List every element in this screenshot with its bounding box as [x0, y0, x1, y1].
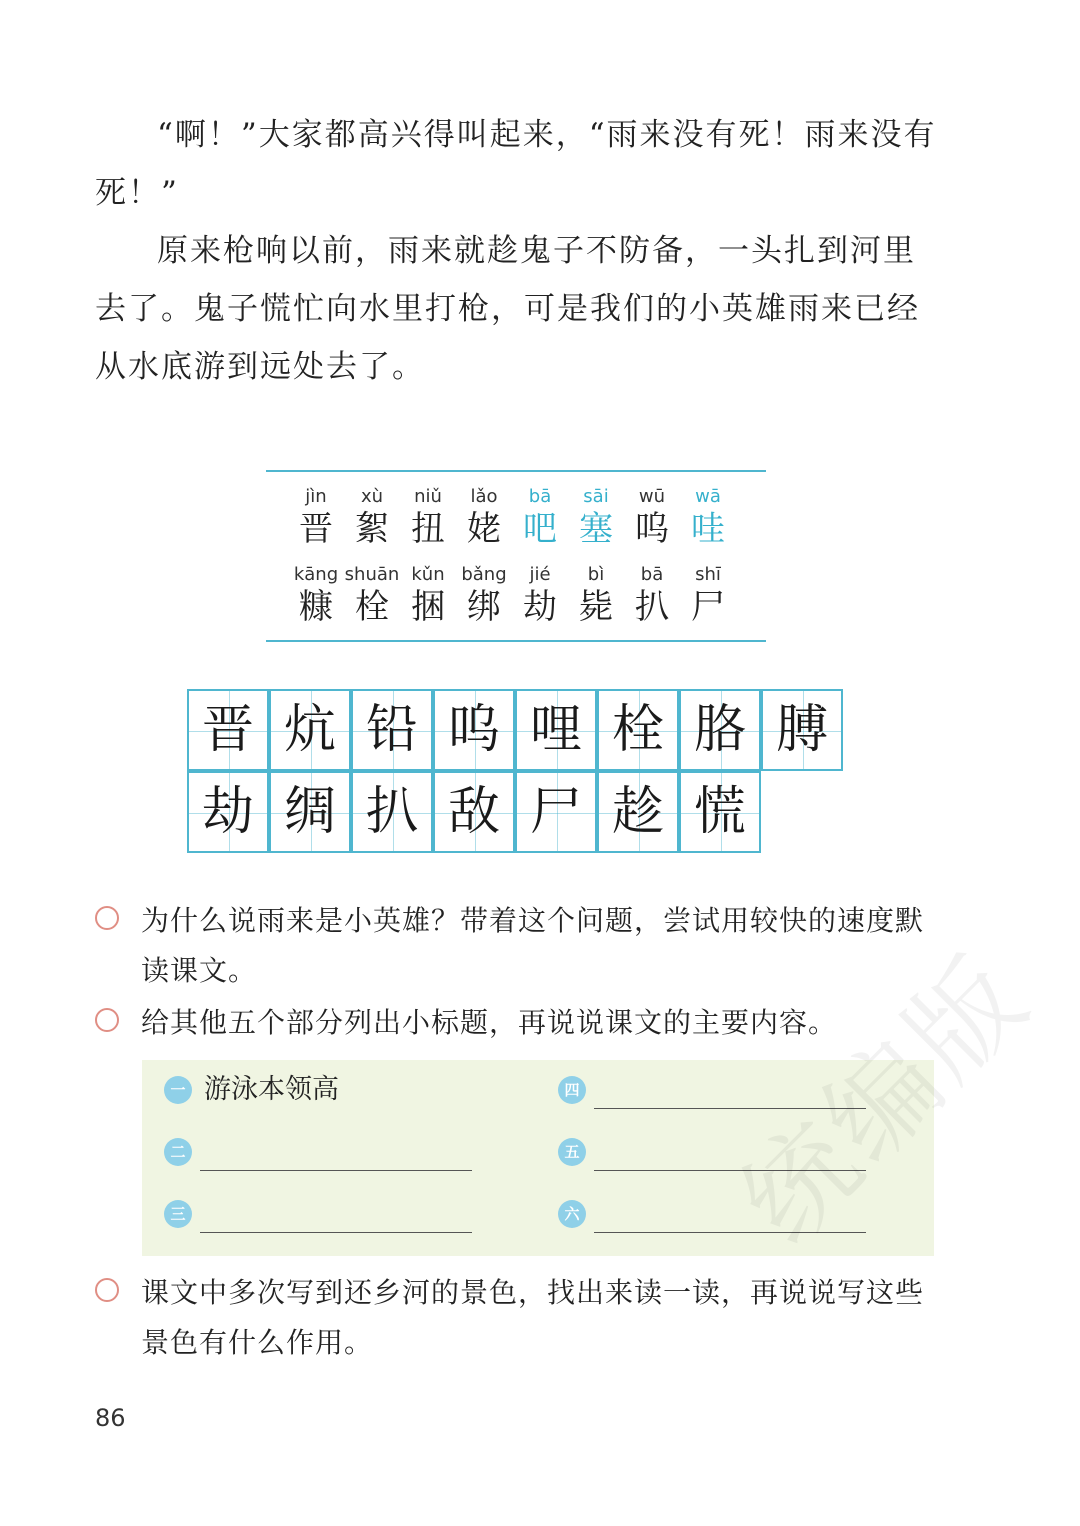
- blank-line[interactable]: [200, 1232, 472, 1233]
- vocab-item: [624, 486, 680, 550]
- grid-cell: 晋: [187, 689, 269, 771]
- grid-cell: 慌: [679, 771, 761, 853]
- watermark: 统编版: [716, 930, 1054, 1268]
- number-badge: 五: [558, 1138, 586, 1166]
- character: 姥: [467, 509, 501, 549]
- question-text: 给其他五个部分列出小标题，再说说课文的主要内容。: [141, 1006, 838, 1039]
- character: 絮: [355, 509, 389, 549]
- pinyin: niǔ: [414, 486, 442, 507]
- question-text: 为什么说雨来是小英雄？带着这个问题，尝试用较快的速度默读课文。: [141, 904, 925, 987]
- character: 晋: [299, 509, 333, 549]
- pinyin: shuān: [344, 564, 400, 585]
- character: 尸: [691, 587, 725, 627]
- outline-item-2: [164, 1132, 484, 1172]
- vocab-item-highlighted: [512, 486, 568, 550]
- character: 糠: [299, 587, 333, 627]
- pinyin: bā: [640, 564, 664, 585]
- pinyin: bā: [528, 486, 552, 507]
- grid-cell: 趁: [597, 771, 679, 853]
- vocab-item: [344, 486, 400, 550]
- vocab-item: [400, 564, 456, 628]
- vocab-item: [400, 486, 456, 550]
- outline-text: 游泳本领高: [204, 1074, 339, 1105]
- character: 哇: [691, 509, 725, 549]
- pinyin: xù: [360, 486, 384, 507]
- vocab-item: [456, 564, 512, 628]
- number-badge: 三: [164, 1200, 192, 1228]
- pinyin: lǎo: [470, 486, 498, 507]
- grid-cell: 尸: [515, 771, 597, 853]
- grid-cell: 绸: [269, 771, 351, 853]
- grid-cell: 炕: [269, 689, 351, 771]
- pinyin: jìn: [305, 486, 327, 507]
- grid-cell: 劫: [187, 771, 269, 853]
- character: 劫: [523, 587, 557, 627]
- pinyin: wū: [638, 486, 666, 507]
- vocab-item: [680, 564, 736, 628]
- circle-bullet-icon: [95, 906, 119, 930]
- vocab-item: [624, 564, 680, 628]
- number-badge: 四: [558, 1076, 586, 1104]
- circle-bullet-icon: [95, 1008, 119, 1032]
- vocab-item: [288, 486, 344, 550]
- grid-cell: 胳: [679, 689, 761, 771]
- vocab-item: [288, 564, 344, 628]
- number-badge: 一: [164, 1076, 192, 1104]
- pinyin: bǎng: [461, 564, 507, 585]
- grid-cell: 哩: [515, 689, 597, 771]
- vocab-item-highlighted: [568, 486, 624, 550]
- pinyin: kǔn: [411, 564, 445, 585]
- story-paragraph-2: 原来枪响以前，雨来就趁鬼子不防备，一头扎到河里去了。鬼子慌忙向水里打枪，可是我们的小英雄雨来已经从水底游到远处去了。: [95, 233, 920, 385]
- outline-item-1: [164, 1070, 484, 1110]
- number-badge: 二: [164, 1138, 192, 1166]
- vocab-item: [344, 564, 400, 628]
- vocab-item: [456, 486, 512, 550]
- character: 扭: [411, 509, 445, 549]
- story-paragraph-1: “啊！”大家都高兴得叫起来，“雨来没有死！雨来没有死！”: [95, 117, 937, 211]
- pinyin-vocab-box: [266, 470, 766, 642]
- pinyin: kāng: [293, 564, 339, 585]
- pinyin: shī: [695, 564, 721, 585]
- pinyin: wā: [695, 486, 721, 507]
- character: 呜: [635, 509, 669, 549]
- vocab-item: [568, 564, 624, 628]
- character: 扒: [635, 587, 669, 627]
- number-badge: 六: [558, 1200, 586, 1228]
- character: 塞: [579, 509, 613, 549]
- pinyin: jié: [529, 564, 551, 585]
- vocab-item: [512, 564, 568, 628]
- blank-line[interactable]: [200, 1170, 472, 1171]
- pinyin: bì: [587, 564, 605, 585]
- grid-cell: 铅: [351, 689, 433, 771]
- character: 毙: [579, 587, 613, 627]
- grid-cell: 呜: [433, 689, 515, 771]
- page-number: 86: [95, 1404, 126, 1432]
- grid-cell: 扒: [351, 771, 433, 853]
- circle-bullet-icon: [95, 1278, 119, 1302]
- vocab-item-highlighted: [680, 486, 736, 550]
- grid-cell: 敌: [433, 771, 515, 853]
- grid-cell: 膊: [761, 689, 843, 771]
- outline-item-3: [164, 1194, 484, 1234]
- character: 绑: [467, 587, 501, 627]
- grid-cell: 栓: [597, 689, 679, 771]
- character: 捆: [411, 587, 445, 627]
- pinyin: sāi: [583, 486, 609, 507]
- character: 栓: [355, 587, 389, 627]
- question-text: 课文中多次写到还乡河的景色，找出来读一读，再说说写这些景色有什么作用。: [141, 1276, 925, 1359]
- character: 吧: [523, 509, 557, 549]
